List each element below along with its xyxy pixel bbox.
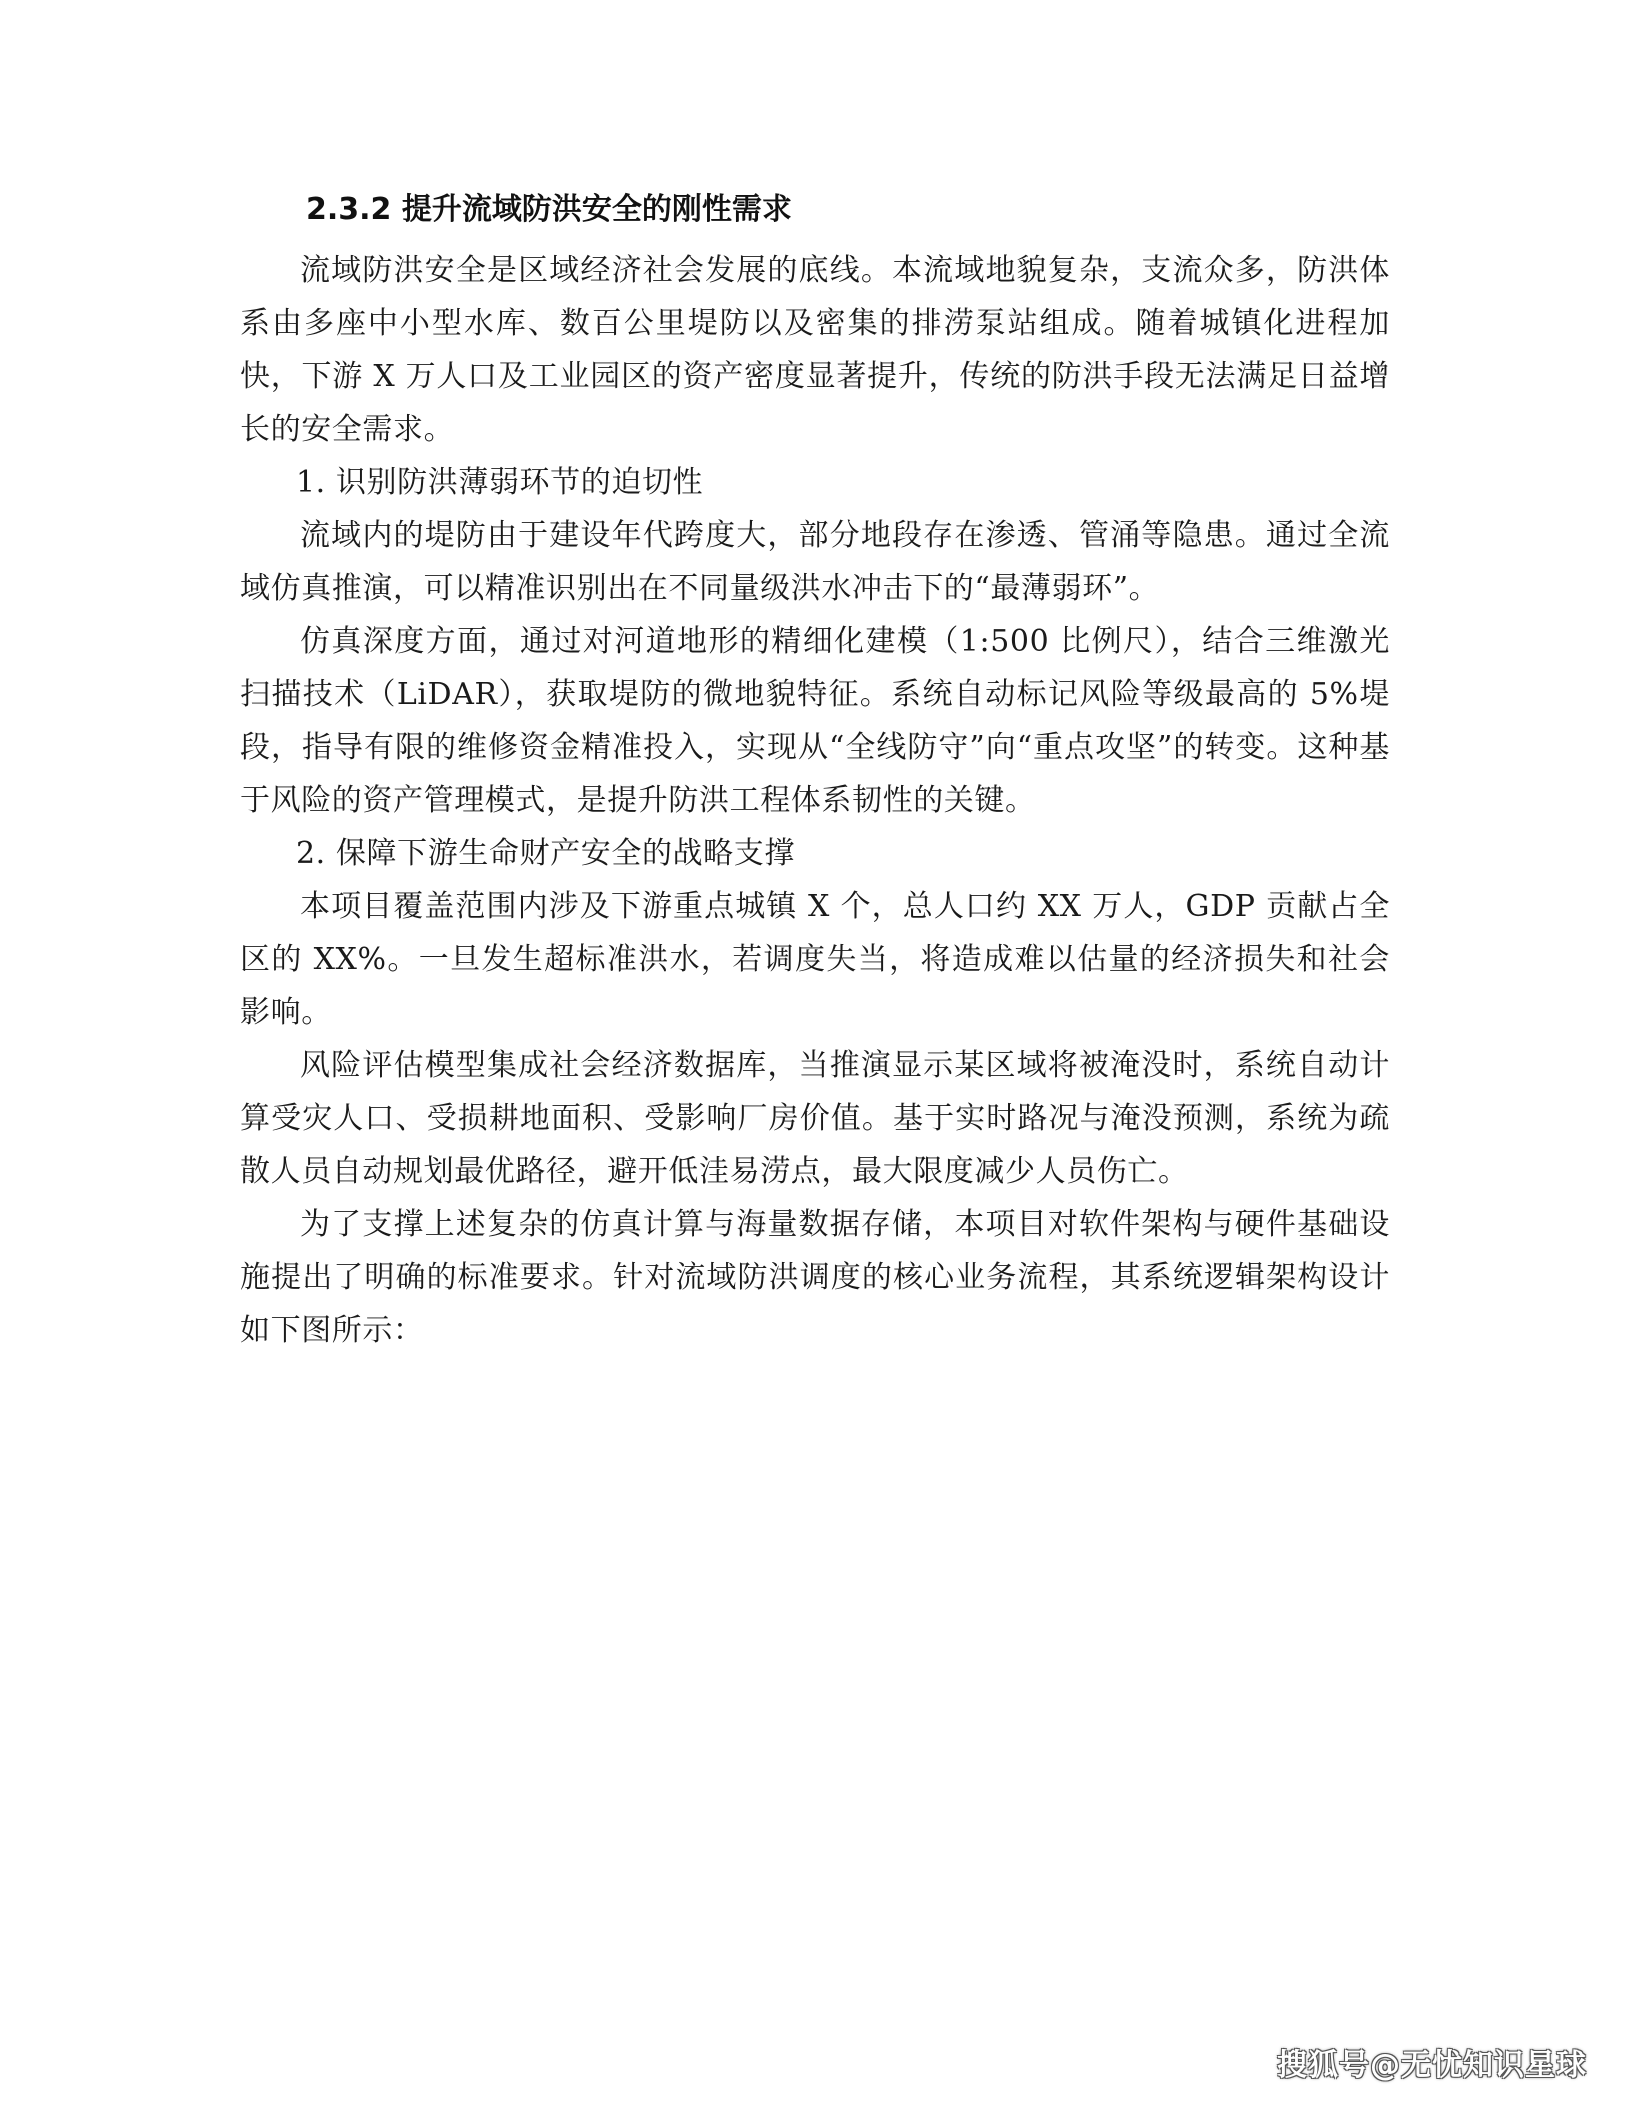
paragraph-architecture-intro: 为了支撑上述复杂的仿真计算与海量数据存储，本项目对软件架构与硬件基础设施提出了明确的标准要求。针对流域防洪调度的核心业务流程，其系统逻辑架构设计如下图所示： xyxy=(240,1207,1390,1348)
paragraph-risk-model: 风险评估模型集成社会经济数据库，当推演显示某区域将被淹没时，系统自动计算受灾人口、受损耕地面积、受影响厂房价值。基于实时路况与淹没预测，系统为疏散人员自动规划最优路径，避开低洼易涝点，最大限度减少人员伤亡。 xyxy=(240,1048,1390,1189)
watermark-text: 搜狐号@无忧知识星球 xyxy=(1277,2048,1587,2083)
paragraph-intro: 流域防洪安全是区域经济社会发展的底线。本流域地貌复杂，支流众多，防洪体系由多座中小型水库、数百公里堤防以及密集的排涝泵站组成。随着城镇化进程加快，下游 X 万人口及工业园区的资产密度显著提升，传统的防洪手段无法满足日益增长的安全需求。 xyxy=(240,253,1390,447)
document-page xyxy=(240,190,1390,1357)
paragraph-weak-points: 流域内的堤防由于建设年代跨度大，部分地段存在渗透、管涌等隐患。通过全流域仿真推演，可以精准识别出在不同量级洪水冲击下的“最薄弱环”。 xyxy=(240,518,1390,606)
paragraph-simulation-depth: 仿真深度方面，通过对河道地形的精细化建模（1:500 比例尺），结合三维激光扫描技术（LiDAR），获取堤防的微地貌特征。系统自动标记风险等级最高的 5%堤段，指导有限的维修资金精准投入，实现从“全线防守”向“重点攻坚”的转变。这种基于风险的资产管理模式，是提升防洪工程体系韧性的关键。 xyxy=(240,624,1390,818)
section-heading: 2.3.2 提升流域防洪安全的刚性需求 xyxy=(306,192,792,227)
paragraph-downstream-coverage: 本项目覆盖范围内涉及下游重点城镇 X 个，总人口约 XX 万人，GDP 贡献占全区的 XX%。一旦发生超标准洪水，若调度失当，将造成难以估量的经济损失和社会影响。 xyxy=(240,889,1390,1030)
list-item-2-title: 2. 保障下游生命财产安全的战略支撑 xyxy=(296,836,795,871)
list-item-1-title: 1. 识别防洪薄弱环节的迫切性 xyxy=(296,465,704,500)
